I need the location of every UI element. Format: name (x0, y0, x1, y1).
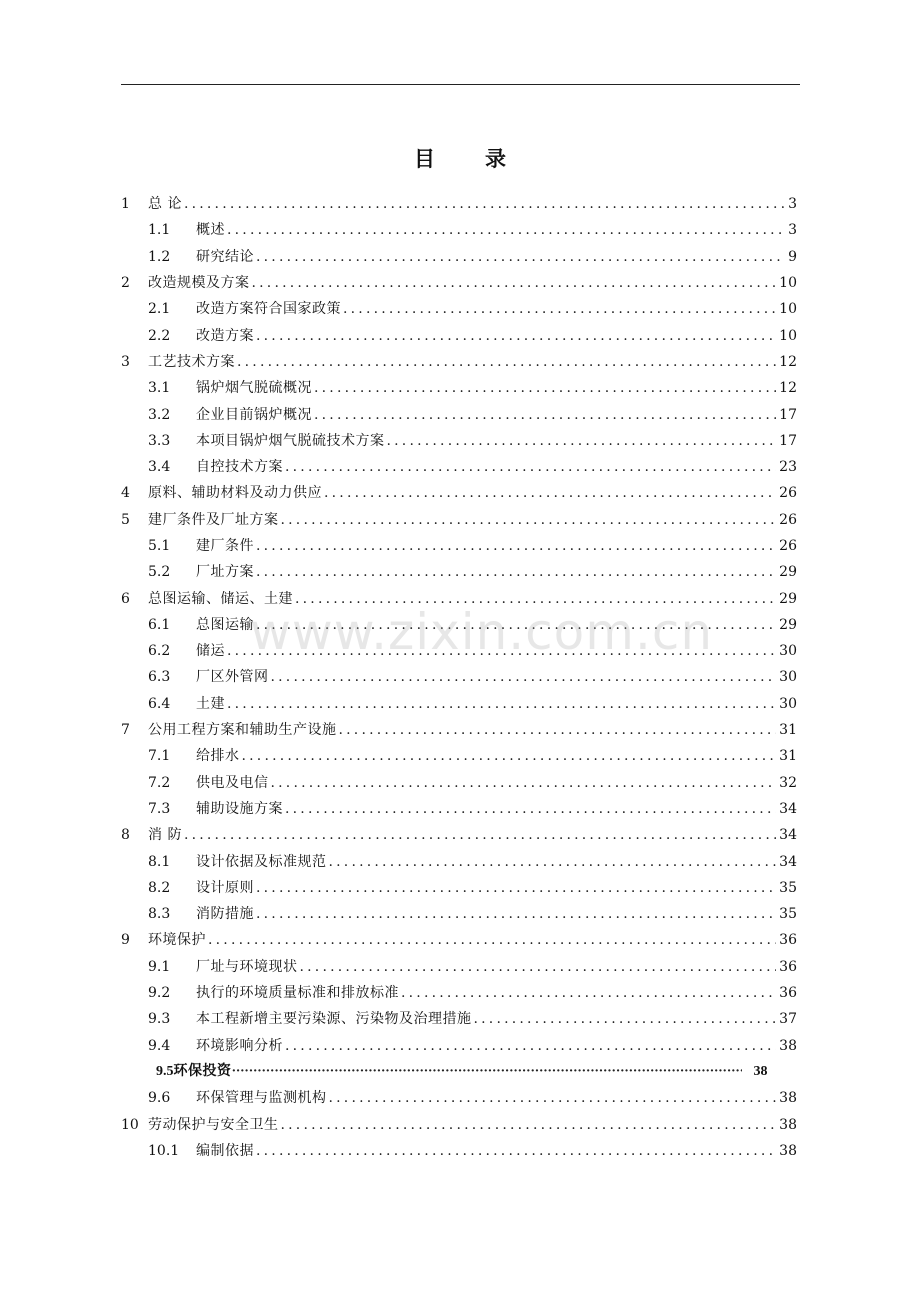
toc-entry-number: 3.1 (148, 380, 171, 397)
toc-entry-title: 消防措施 (196, 906, 254, 923)
toc-entry[interactable] (121, 796, 797, 822)
toc-entry-page: 26 (779, 538, 797, 554)
toc-entry-title: 建厂条件及厂址方案 (148, 511, 279, 528)
toc-entry-title: 公用工程方案和辅助生产设施 (148, 722, 337, 739)
toc-entry-number: 2.1 (148, 301, 171, 318)
toc-entry-title: 改造方案符合国家政策 (196, 301, 341, 318)
toc-entry[interactable] (121, 296, 797, 322)
toc-entry-page: 10 (779, 275, 797, 292)
toc-entry-number: 9.2 (148, 985, 171, 1002)
toc-entry-title: 改造规模及方案 (148, 275, 250, 292)
toc-entry-title: 总 论 (148, 196, 182, 213)
toc-dot-leader (237, 355, 776, 369)
toc-entry-number: 9.4 (148, 1037, 171, 1054)
toc-entry-title: 概述 (196, 222, 225, 239)
toc-entry-title: 环保投资 (173, 1063, 232, 1079)
toc-entry-title: 土建 (196, 695, 225, 712)
toc-entry-page: 29 (779, 590, 797, 607)
toc-entry-page: 12 (779, 380, 797, 397)
toc-dot-leader (474, 1012, 777, 1026)
toc-entry-number: 9.6 (148, 1090, 171, 1107)
toc-entry-page: 34 (779, 853, 797, 870)
toc-dot-leader (256, 907, 776, 921)
toc-entry-number: 8.2 (148, 879, 171, 896)
toc-entry-number: 9.5 (156, 1063, 174, 1079)
toc-entry-title: 设计原则 (196, 879, 254, 896)
toc-entry-title: 总图运输、储运、土建 (148, 590, 293, 607)
toc-entry-title: 环境影响分析 (196, 1037, 283, 1054)
toc-dot-leader (329, 855, 777, 869)
toc-dot-leader (227, 223, 785, 237)
toc-entry-title: 厂区外管网 (196, 669, 269, 686)
toc-entry-page: 26 (779, 511, 797, 528)
toc-entry[interactable] (121, 533, 797, 559)
toc-entry-page: 37 (779, 1011, 797, 1028)
toc-dot-leader (227, 644, 776, 658)
toc-entry-number: 3.2 (148, 406, 171, 423)
toc-entry-number: 6.4 (148, 695, 171, 712)
toc-entry-page: 12 (779, 353, 797, 370)
toc-entry-number: 1.1 (148, 222, 171, 239)
toc-entry-number: 6.2 (148, 643, 171, 660)
toc-entry[interactable] (121, 322, 797, 348)
toc-entry-title: 建厂条件 (196, 538, 254, 554)
toc-entry-title: 本工程新增主要污染源、污染物及治理措施 (196, 1011, 472, 1028)
toc-dot-leader (256, 1144, 776, 1158)
toc-entry[interactable] (121, 454, 797, 480)
toc-dot-leader (401, 986, 776, 1000)
toc-entry-number: 7.1 (148, 748, 171, 765)
toc-dot-leader (329, 1091, 777, 1105)
toc-entry-page: 10 (779, 327, 797, 344)
toc-entry-number: 10.1 (148, 1142, 180, 1159)
toc-entry-number: 6.1 (148, 616, 171, 633)
toc-entry[interactable] (121, 480, 797, 506)
toc-entry-number: 2.2 (148, 327, 171, 344)
toc-entry-page: 26 (779, 485, 797, 502)
toc-entry-number: 7.2 (148, 774, 171, 791)
toc-entry-title: 研究结论 (196, 248, 254, 265)
toc-entry[interactable] (121, 1085, 797, 1111)
toc-entry[interactable] (121, 1059, 797, 1085)
toc-entry[interactable] (121, 875, 797, 901)
header-rule (121, 84, 800, 85)
toc-dot-leader (271, 670, 777, 684)
toc-entry[interactable] (121, 1138, 797, 1164)
toc-entry[interactable] (121, 191, 797, 217)
toc-dot-leader (256, 565, 776, 579)
toc-dot-leader (281, 513, 777, 527)
toc-entry[interactable] (121, 428, 797, 454)
toc-entry[interactable] (121, 954, 797, 980)
toc-entry[interactable] (121, 901, 797, 927)
toc-entry[interactable] (121, 507, 797, 533)
toc-entry-number: 10 (121, 1116, 139, 1133)
toc-entry-title: 消 防 (148, 827, 182, 844)
toc-dot-leader (285, 802, 776, 816)
toc-entry-page: 31 (779, 722, 797, 739)
toc-entry-page: 35 (779, 906, 797, 923)
toc-entry-page: 34 (779, 827, 797, 844)
toc-entry[interactable] (121, 375, 797, 401)
toc-entry[interactable] (121, 217, 797, 243)
toc-entry-number: 5.2 (148, 564, 171, 581)
toc-entry[interactable] (121, 927, 797, 953)
toc-entry-number: 4 (121, 485, 130, 502)
toc-entry-number: 9 (121, 932, 130, 949)
toc-entry-page: 3 (788, 222, 797, 239)
toc-entry-title: 厂址方案 (196, 564, 254, 581)
toc-entry-title: 劳动保护与安全卫生 (148, 1116, 279, 1133)
toc-entry-number: 7 (121, 722, 130, 739)
toc-entry-number: 9.3 (148, 1011, 171, 1028)
table-of-contents (121, 191, 797, 1164)
toc-dot-leader (256, 881, 776, 895)
toc-entry-title: 自控技术方案 (196, 459, 283, 476)
watermark: www.zixin.com.cn (250, 603, 714, 661)
toc-entry-number: 6 (121, 590, 130, 607)
toc-entry-page: 38 (753, 1063, 768, 1079)
toc-dot-leader (300, 960, 777, 974)
toc-entry[interactable] (121, 612, 797, 638)
toc-entry-number: 8 (121, 827, 130, 844)
toc-entry[interactable] (121, 743, 797, 769)
toc-dot-leader (324, 486, 776, 500)
toc-entry-number: 3 (121, 353, 130, 370)
toc-entry-title: 原料、辅助材料及动力供应 (148, 485, 322, 502)
toc-entry[interactable] (121, 401, 797, 427)
toc-entry[interactable] (121, 1033, 797, 1059)
toc-entry-number: 8.1 (148, 853, 171, 870)
toc-entry-page: 29 (779, 564, 797, 581)
toc-entry[interactable] (121, 1111, 797, 1137)
toc-entry-number: 1 (121, 196, 130, 213)
page-title-left: 目 (414, 146, 435, 171)
toc-entry[interactable] (121, 770, 797, 796)
toc-entry-title: 供电及电信 (196, 774, 269, 791)
toc-entry[interactable] (121, 717, 797, 743)
toc-entry-title: 辅助设施方案 (196, 800, 283, 817)
toc-dot-leader (281, 1118, 777, 1132)
toc-dot-leader (256, 539, 776, 553)
toc-dot-leader (227, 697, 776, 711)
toc-entry-page: 36 (779, 932, 797, 949)
toc-entry-number: 3.3 (148, 432, 171, 449)
toc-entry[interactable] (121, 559, 797, 585)
toc-entry-page: 17 (779, 406, 797, 423)
toc-entry-page: 38 (779, 1142, 797, 1159)
toc-entry-title: 厂址与环境现状 (196, 958, 298, 975)
toc-entry-page: 30 (779, 643, 797, 660)
toc-entry-page: 38 (779, 1090, 797, 1107)
toc-entry-number: 5.1 (148, 538, 171, 554)
toc-entry[interactable] (121, 848, 797, 874)
toc-entry-page: 3 (788, 196, 797, 213)
toc-entry-title: 企业目前锅炉概况 (196, 406, 312, 423)
toc-entry-title: 总图运输 (196, 616, 254, 633)
toc-entry-page: 10 (779, 301, 797, 318)
toc-entry-page: 30 (779, 695, 797, 712)
toc-dot-leader (271, 776, 777, 790)
toc-dot-leader (343, 302, 776, 316)
toc-entry-title: 给排水 (196, 748, 240, 765)
toc-entry[interactable] (121, 270, 797, 296)
toc-dot-leader (256, 329, 776, 343)
toc-entry-number: 2 (121, 275, 130, 292)
toc-entry-page: 32 (779, 774, 797, 791)
toc-entry-page: 29 (779, 616, 797, 633)
toc-entry-title: 改造方案 (196, 327, 254, 344)
toc-entry[interactable] (121, 638, 797, 664)
toc-dot-leader (208, 933, 776, 947)
toc-entry-page: 17 (779, 432, 797, 449)
toc-entry-page: 23 (779, 459, 797, 476)
toc-entry[interactable] (121, 1006, 797, 1032)
toc-entry[interactable] (121, 980, 797, 1006)
toc-entry-page: 38 (779, 1116, 797, 1133)
toc-entry-title: 设计依据及标准规范 (196, 853, 327, 870)
toc-entry[interactable] (121, 664, 797, 690)
toc-entry[interactable] (121, 349, 797, 375)
toc-dot-leader (184, 197, 785, 211)
page-title (0, 143, 920, 173)
toc-entry-page: 36 (779, 985, 797, 1002)
toc-entry-title: 锅炉烟气脱硫概况 (196, 380, 312, 397)
toc-dot-leader (232, 1065, 742, 1079)
toc-entry-title: 执行的环境质量标准和排放标准 (196, 985, 399, 1002)
toc-dot-leader (339, 723, 777, 737)
toc-entry-title: 本项目锅炉烟气脱硫技术方案 (196, 432, 385, 449)
toc-entry-page: 9 (788, 248, 797, 265)
toc-entry-title: 工艺技术方案 (148, 353, 235, 370)
toc-entry-title: 环保管理与监测机构 (196, 1090, 327, 1107)
toc-entry-page: 36 (779, 958, 797, 975)
toc-entry-number: 3.4 (148, 459, 171, 476)
toc-dot-leader (252, 276, 777, 290)
toc-dot-leader (256, 618, 776, 632)
toc-entry[interactable] (121, 691, 797, 717)
toc-entry-page: 35 (779, 879, 797, 896)
toc-dot-leader (314, 408, 776, 422)
toc-entry-number: 8.3 (148, 906, 171, 923)
toc-entry-number: 7.3 (148, 800, 171, 817)
toc-dot-leader (285, 460, 776, 474)
toc-entry-page: 31 (779, 748, 797, 765)
toc-entry-number: 1.2 (148, 248, 171, 265)
toc-dot-leader (184, 828, 776, 842)
toc-entry[interactable] (121, 585, 797, 611)
toc-entry-title: 编制依据 (196, 1142, 254, 1159)
toc-entry-page: 38 (779, 1037, 797, 1054)
toc-entry-title: 储运 (196, 643, 225, 660)
toc-entry-number: 5 (121, 511, 130, 528)
toc-dot-leader (285, 1039, 776, 1053)
toc-entry[interactable] (121, 822, 797, 848)
toc-dot-leader (242, 749, 777, 763)
toc-entry-number: 9.1 (148, 958, 171, 975)
toc-dot-leader (314, 381, 776, 395)
toc-dot-leader (295, 592, 776, 606)
toc-dot-leader (256, 250, 785, 264)
page-title-right: 录 (485, 146, 506, 171)
toc-entry-page: 30 (779, 669, 797, 686)
toc-entry[interactable] (121, 244, 797, 270)
toc-entry-number: 6.3 (148, 669, 171, 686)
toc-entry-title: 环境保护 (148, 932, 206, 949)
toc-dot-leader (387, 434, 777, 448)
toc-entry-page: 34 (779, 800, 797, 817)
